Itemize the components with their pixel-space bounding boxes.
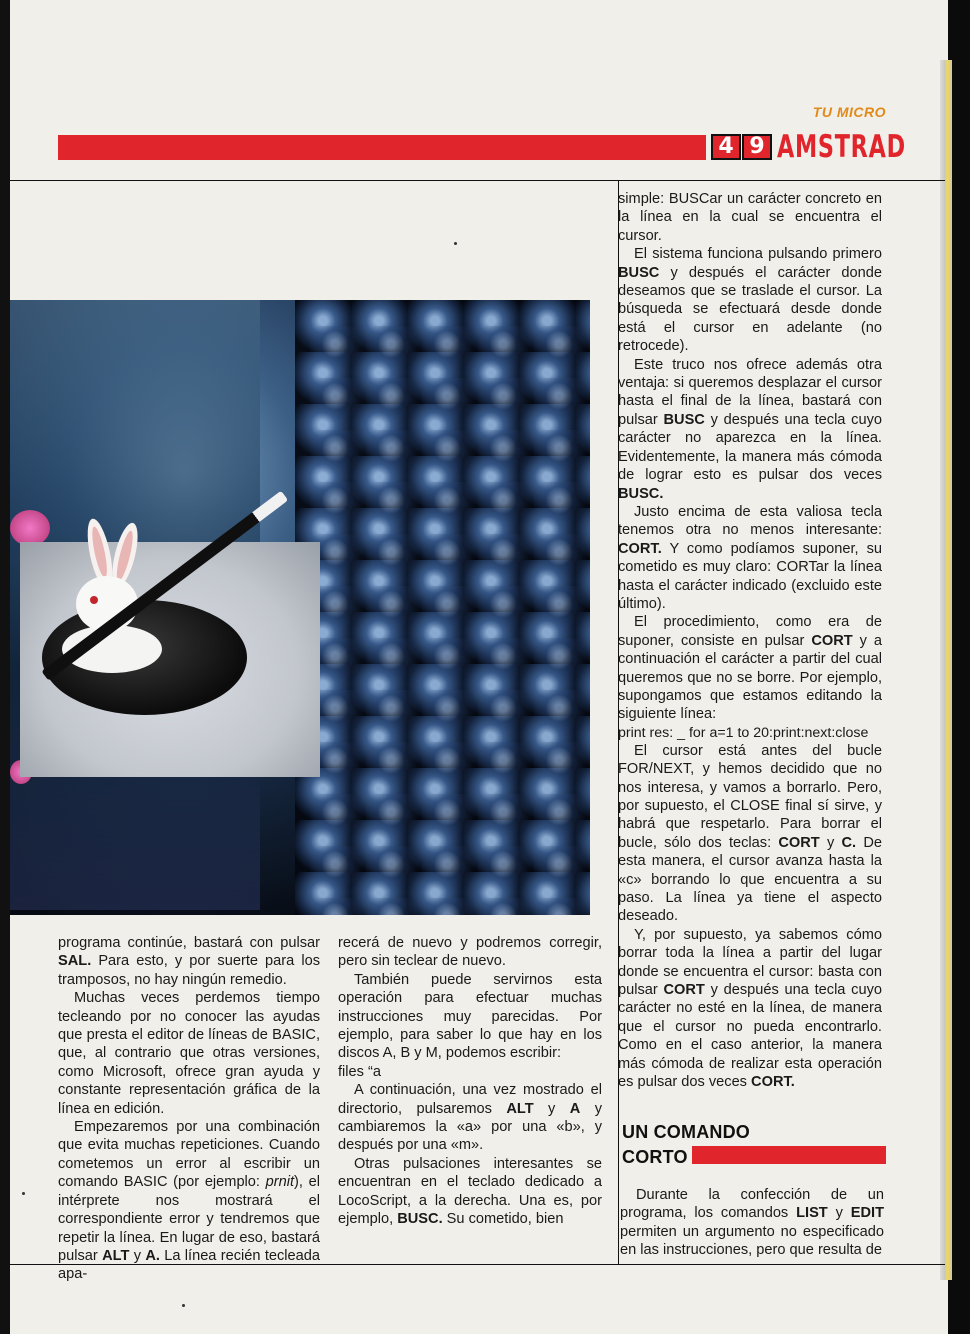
paragraph <box>618 245 882 355</box>
key-name: BUSC <box>618 264 660 281</box>
text-run: y cambiaremos la «a» por una «b», y después por una «m». <box>338 1100 603 1154</box>
key-name: EDIT <box>850 1205 884 1222</box>
key-name: CORT. <box>751 1074 795 1091</box>
text-run: y a continuación el carácter a partir del cual queremos que no se borre. Por ejemplo, supongamos que estamos editando la siguiente línea: <box>618 632 882 723</box>
paragraph <box>338 934 602 971</box>
page-gutter-left <box>0 0 10 1334</box>
paragraph <box>338 971 602 1063</box>
text-run: El procedimiento, como era de suponer, consiste en pulsar <box>618 614 882 649</box>
key-name: A <box>569 1100 581 1117</box>
text-run: y <box>819 834 842 851</box>
rabbit-eye <box>90 596 98 604</box>
key-name: BUSC. <box>397 1211 443 1228</box>
text-run: programa continúe, bastará con pulsar <box>58 935 320 951</box>
paragraph <box>338 1155 602 1229</box>
text-run: y <box>827 1205 851 1222</box>
section-kicker: TU MICRO <box>812 104 886 120</box>
illustration-scales-highlight <box>310 326 590 915</box>
print-speck <box>454 242 457 245</box>
paragraph <box>618 742 882 926</box>
text-run: De esta manera, el cursor avanza hasta la «c» borrando lo que encuentra a su paso. La línea ya tiene el aspecto deseado. <box>618 834 883 925</box>
text-run: Muchas veces perdemos tiempo tecleando por no conocer las ayudas que presta el editor de líneas de BASIC, que, al contrario que otras versiones, como Microsoft, ofrece gran ayuda y constante representación gráfica de la línea en edición. <box>58 990 320 1117</box>
header-red-bar <box>58 135 706 160</box>
paragraph <box>58 1118 320 1284</box>
text-run: El cursor está antes del bucle FOR/NEXT, y hemos decidido que no nos interesa, y vamos a borrarlo. Pero, por supuesto, el CLOSE final sí sirve, y habrá que respetarlo. Para borrar el bucle, sólo dos teclas: <box>618 742 882 851</box>
key-name: LIST <box>796 1205 828 1222</box>
key-name: SAL. <box>58 953 92 970</box>
text-run: y <box>129 1247 146 1264</box>
text-column-right-continued <box>620 1186 884 1260</box>
text-column-right <box>618 190 882 1092</box>
text-run: Justo encima de esta valiosa tecla tenemos otra no menos interesante: <box>618 503 882 539</box>
text-run: y después una tecla cuyo carácter no esté en la línea, de manera que el cursor no pueda encontrarlo. Como en el caso anterior, la manera más cómoda de realizar esta operación es pulsar dos veces <box>618 982 882 1091</box>
text-run: recerá de nuevo y podremos corregir, pero sin teclear de nuevo. <box>338 935 602 970</box>
paragraph <box>618 613 882 723</box>
illustration-magic-rabbit <box>10 300 590 915</box>
key-name: BUSC. <box>618 485 664 502</box>
text-run: y <box>533 1100 570 1117</box>
text-run: print res: _ for a=1 to 20:print:next:close <box>618 724 869 741</box>
text-run: Para esto, y por suerte para los tramposos, no hay ningún remedio. <box>58 953 320 988</box>
text-run: Este truco nos ofrece además otra ventaja: si queremos desplazar el cursor hasta el final de la línea, bastará con pulsar <box>618 356 882 428</box>
text-run: El sistema funciona pulsando primero <box>634 246 882 263</box>
text-run: Empezaremos por una combinación que evita muchas repeticiones. Cuando cometemos un error al escribir un comando BASIC (por ejemplo: <box>58 1119 320 1191</box>
key-name: ALT <box>506 1100 534 1117</box>
text-run: ), el intérprete nos mostrará el correspondiente error y tendremos que repetir la línea. En lugar de eso, bastará pulsar <box>58 1174 320 1264</box>
text-run: y después una tecla cuyo carácter no aparezca en la línea. Evidentemente, la manera más cómoda de lograr esto es pulsar dos veces <box>618 411 882 484</box>
pink-flower-shape <box>10 510 50 546</box>
text-run: A continuación, una vez mostrado el directorio, pulsaremos <box>338 1082 602 1117</box>
text-run: permiten un argumento no especificado en las instrucciones, pero que resulta de <box>620 1223 884 1259</box>
print-speck <box>22 1192 25 1195</box>
text-run: Su cometido, bien <box>442 1211 564 1228</box>
paragraph <box>338 1081 602 1155</box>
text-column-middle <box>338 934 602 1229</box>
paragraph <box>58 934 320 989</box>
brand-title: AMSTRAD <box>777 129 906 165</box>
paragraph <box>618 503 882 613</box>
section-heading-line2: CORTO <box>622 1147 688 1167</box>
key-name: C. <box>841 834 857 851</box>
key-name: CORT <box>663 982 705 999</box>
text-run: Y como podíamos suponer, su cometido es muy claro: CORTar la línea hasta el carácter indicado (excluido este último). <box>618 540 882 612</box>
text-run: Durante la confección de un programa, los comandos <box>620 1187 884 1222</box>
key-name: CORT. <box>618 540 662 557</box>
key-name: CORT <box>811 632 853 649</box>
key-name: BUSC <box>663 411 705 428</box>
key-name: CORT <box>778 834 820 851</box>
key-name: A. <box>145 1247 160 1264</box>
text-run: files “a <box>338 1063 381 1080</box>
text-run: simple: BUSCar un carácter concreto en la línea en la cual se encuentra el cursor. <box>618 191 882 244</box>
code-example <box>618 724 882 742</box>
paragraph <box>618 926 882 1092</box>
page-number-digit-1: 4 <box>711 134 741 160</box>
paragraph <box>620 1186 884 1260</box>
text-column-left <box>58 934 320 1284</box>
text-run: prnit <box>265 1174 295 1191</box>
page-number-digit-2: 9 <box>742 134 772 160</box>
paragraph <box>618 356 882 503</box>
page-edge-right <box>940 60 952 1280</box>
text-run: También puede servirnos esta operación para efectuar muchas instrucciones muy parecidas. Por ejemplo, para saber lo que hay en los discos A, B y M, podemos escribir: <box>338 971 602 1062</box>
section-heading-red-bar <box>692 1146 886 1164</box>
text-run: La línea recién tecleada apa- <box>58 1247 320 1283</box>
section-heading-line1: UN COMANDO <box>622 1122 750 1142</box>
paragraph <box>58 989 320 1118</box>
paragraph <box>618 190 882 245</box>
top-rule <box>10 180 945 181</box>
text-run: y después el carácter donde deseamos que se traslade el cursor. La búsqueda se efectuará desde donde está el cursor en adelante (no retrocede). <box>618 264 882 355</box>
print-speck <box>182 1304 185 1307</box>
text-run: Y, por supuesto, ya sabemos cómo borrar toda la línea a partir del lugar donde se encuentra el cursor: basta con pulsar <box>618 926 882 999</box>
code-example <box>338 1063 602 1081</box>
key-name: ALT <box>102 1247 130 1264</box>
text-run: Otras pulsaciones interesantes se encuentran en el teclado dedicado a LocoScript, a la derecha. Una es, por ejemplo, <box>338 1155 602 1228</box>
